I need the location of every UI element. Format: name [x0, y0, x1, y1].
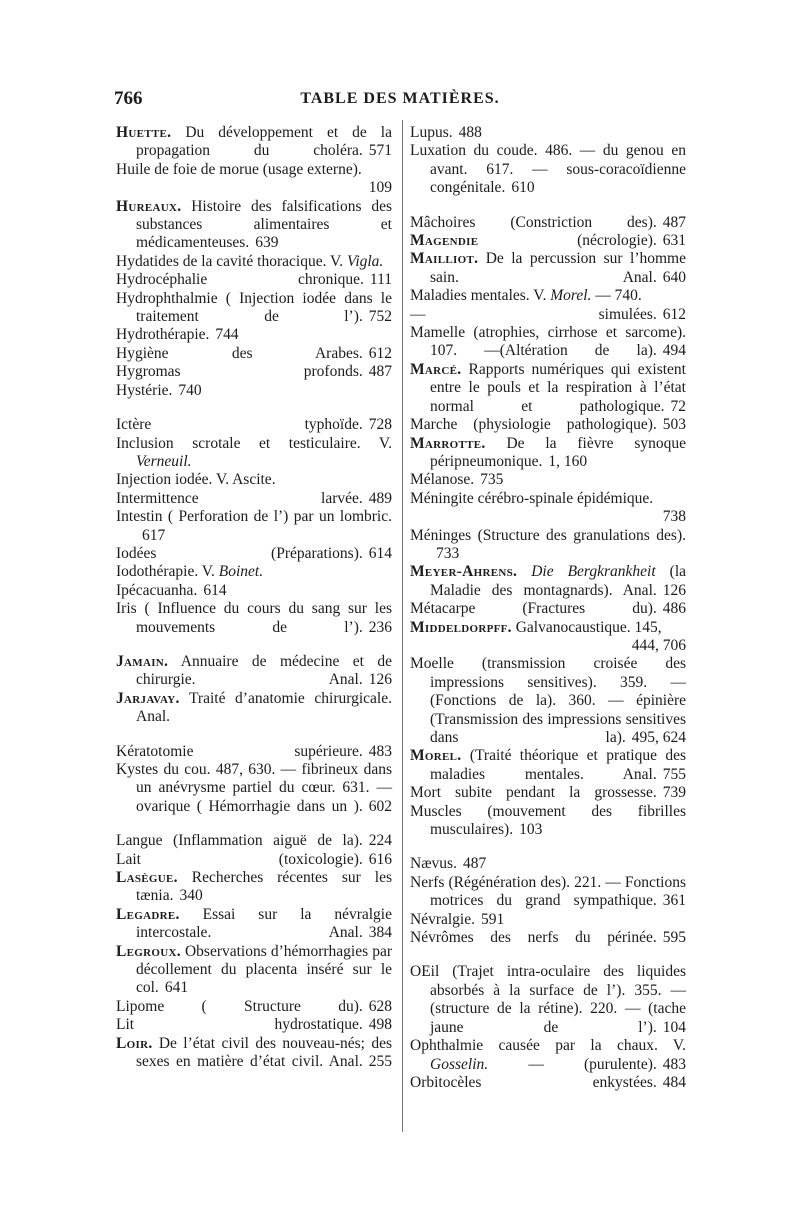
index-entry — [116, 998, 392, 1016]
entry-author: Marrotte. — [410, 434, 486, 452]
entry-page-number: 483 — [662, 1055, 686, 1073]
index-entry — [410, 1074, 686, 1092]
entry-page-number: 595 — [662, 929, 686, 947]
index-entry — [116, 851, 392, 869]
entry-author: Morel. — [410, 747, 462, 765]
entry-page-number: 735 — [480, 471, 504, 489]
entry-page-number: 739 — [662, 784, 686, 802]
entry-page-number: 610 — [511, 179, 535, 197]
entry-text: De l’état civil des nouveau-nés; des sexes en matière d’état civil. Anal. — [136, 1034, 392, 1071]
index-entry — [116, 435, 392, 472]
entry-page-number: 614 — [203, 581, 227, 599]
index-section — [410, 214, 686, 840]
index-entry — [410, 963, 686, 1037]
index-entry — [410, 287, 686, 305]
index-section — [116, 653, 392, 727]
entry-page-number: 602 — [368, 797, 392, 815]
index-entry — [116, 326, 392, 344]
entry-page-number: 487 — [368, 363, 392, 381]
index-entry — [410, 435, 686, 472]
index-entry — [116, 869, 392, 906]
entry-text: Luxation du coude. 486. — du genou en avant. 617. — sous-coracoïdienne congénitale. — [410, 142, 686, 197]
entry-text: Mamelle (atrophies, cirrhose et sarcome). 107. —(Altération de la). — [410, 324, 686, 360]
entry-page-number: 639 — [255, 234, 279, 252]
entry-page-number: 384 — [368, 924, 392, 942]
index-entry — [410, 306, 686, 324]
entry-author: Jarjavay. — [116, 689, 180, 707]
entry-page-number: 571 — [368, 142, 392, 160]
running-title: TABLE DES MATIÈRES. — [300, 90, 500, 107]
index-entry — [116, 743, 392, 761]
entry-page-number: 738 — [662, 508, 686, 526]
entry-page-number: 752 — [368, 308, 392, 326]
index-section — [116, 743, 392, 817]
entry-page-number: 503 — [662, 416, 686, 434]
entry-author: Hureaux. — [116, 197, 182, 215]
entry-text: Hystérie. — [116, 381, 173, 399]
entry-text: Kystes du cou. 487, 630. — fibrineux dans un anévrysme partiel du cœur. 631. — ovarique ( Hémorrhagie dans un ). — [116, 761, 392, 815]
entry-text: Névrômes des nerfs du périnée. — [410, 929, 657, 947]
index-section — [410, 124, 686, 198]
index-entry — [116, 271, 392, 289]
index-entry — [116, 161, 392, 198]
entry-text: Lipome ( Structure du). — [116, 997, 363, 1015]
entry-page-number: 728 — [368, 416, 392, 434]
index-entry — [116, 490, 392, 508]
entry-text: Lupus. — [410, 124, 453, 141]
index-entry — [116, 1016, 392, 1034]
entry-page-number: 614 — [368, 544, 392, 562]
entry-text: Méningite cérébro-spinale épidémique. — [410, 489, 654, 507]
entry-text: Marche (physiologie pathologique). — [410, 416, 657, 434]
page-header — [114, 88, 686, 118]
entry-text: Méninges (Structure des granulations des). — [410, 526, 686, 544]
entry-page-number: 484 — [662, 1073, 686, 1091]
index-entry — [116, 290, 392, 327]
index-entry — [410, 747, 686, 784]
entry-author: Marcé. — [410, 360, 462, 378]
entry-page-number: 444, 706 — [631, 636, 686, 654]
entry-page-number: 744 — [215, 326, 239, 344]
index-entry — [410, 471, 686, 489]
entry-text: Mort subite pendant la grossesse. — [410, 784, 657, 802]
entry-author: Magendie — [410, 232, 479, 250]
entry-text: (nécrologie). — [478, 232, 657, 250]
entry-page-number: 104 — [662, 1018, 686, 1036]
entry-author: Jamain. — [116, 652, 169, 670]
entry-text: Histoire des falsifications des substances alimentaires et médicamenteuses. — [136, 197, 392, 252]
entry-text: Orbitocèles enkystées. — [410, 1073, 657, 1091]
entry-page-number: 111 — [369, 271, 392, 289]
index-entry — [410, 803, 686, 840]
entry-text: OEil (Trajet intra-oculaire des liquides absorbés à la surface de l’). 355. — (structure de la rétine). 220. — (tache jaune de l’). — [410, 963, 686, 1036]
entry-page-number: 733 — [436, 544, 460, 562]
entry-page-number: 361 — [662, 892, 686, 910]
entry-text: Traité d’anatomie chirurgicale. Anal. — [136, 689, 392, 726]
index-entry — [116, 1035, 392, 1072]
entry-text: (la Maladie des montagnards). Anal. — [430, 563, 686, 599]
entry-page-number: 126 — [368, 671, 392, 689]
entry-page-number: 486 — [662, 600, 686, 618]
entry-page-number: 236 — [368, 618, 392, 636]
entry-page-number: 617 — [142, 526, 166, 544]
entry-page-number: 1, 160 — [548, 452, 588, 470]
entry-text: — (purulente). — [488, 1055, 657, 1073]
entry-text: — simulées. — [410, 305, 657, 323]
entry-text: — 740. — [591, 287, 642, 305]
entry-author: Middeldorpff. — [410, 618, 512, 636]
index-entry — [116, 363, 392, 381]
index-entry — [116, 761, 392, 816]
index-entry — [410, 911, 686, 929]
entry-page-number: 495, 624 — [631, 729, 686, 746]
entry-reference: Gosselin. — [430, 1055, 489, 1073]
entry-text: Ipécacuanha. — [116, 581, 198, 599]
entry-author: Legadre. — [116, 905, 180, 923]
entry-text: Hydatides de la cavité thoracique. V. — [116, 252, 347, 270]
entry-text: Hydrothérapie. — [116, 326, 210, 344]
entry-reference: Morel. — [550, 287, 592, 305]
index-entry — [410, 929, 686, 947]
index-entry — [410, 600, 686, 618]
entry-page-number: 755 — [662, 765, 686, 783]
entry-author: Loir. — [116, 1034, 153, 1052]
index-entry — [116, 508, 392, 545]
entry-text: Intestin ( Perforation de l’) par un lombric. — [116, 508, 392, 526]
entry-text — [517, 563, 531, 580]
index-section — [116, 832, 392, 1071]
entry-text: Mâchoires (Constriction des). — [410, 213, 657, 231]
entry-page-number: 224 — [368, 832, 392, 850]
entry-text: Annuaire de médecine et de chirurgie. Anal. — [136, 652, 392, 689]
entry-text: Observations d’hémorrhagies par décollement du placenta inséré sur le col. — [136, 942, 392, 997]
entry-page-number: 126 — [662, 581, 686, 599]
entry-text: Galvanocaustique. 145, — [511, 618, 662, 636]
entry-text: Lait (toxicologie). — [116, 850, 363, 868]
entry-text: Hydrocéphalie chronique. — [116, 271, 364, 289]
entry-text: Névralgie. — [410, 910, 475, 928]
entry-page-number: 498 — [368, 1016, 392, 1034]
index-entry — [116, 653, 392, 690]
entry-page-number: 109 — [368, 179, 392, 197]
entry-page-number: 489 — [368, 489, 392, 507]
entry-text: Huile de foie de morue (usage externe). — [116, 160, 362, 178]
entry-page-number: 488 — [458, 124, 482, 141]
entry-text: Du développement et de la propagation du choléra. — [136, 124, 392, 160]
entry-text: Hygiène des Arabes. — [116, 344, 363, 362]
entry-page-number: 631 — [662, 232, 686, 250]
entry-text: Hygromas profonds. — [116, 363, 363, 381]
index-section — [410, 855, 686, 947]
index-column-right — [410, 124, 686, 1108]
entry-page-number: 487 — [462, 855, 487, 873]
entry-author: Lasègue. — [116, 869, 178, 887]
index-entry — [410, 784, 686, 802]
entry-text: Langue (Inflammation aiguë de la). — [116, 832, 363, 850]
index-entry — [116, 382, 392, 400]
index-section — [410, 963, 686, 1092]
entry-page-number: 740 — [178, 381, 202, 399]
entry-text: (Traité théorique et pratique des maladies mentales. Anal. — [430, 747, 686, 783]
index-entry — [116, 416, 392, 434]
index-section — [116, 416, 392, 637]
entry-page-number: 103 — [519, 821, 543, 839]
index-entry — [410, 416, 686, 434]
entry-text: Injection iodée. V. Ascite. — [116, 471, 276, 489]
entry-text: Intermittence larvée. — [116, 489, 363, 507]
entry-text: Nerfs (Régénération des). 221. — Fonctions motrices du grand sympathique. — [410, 873, 686, 910]
index-entry — [410, 250, 686, 287]
index-entry — [410, 1037, 686, 1074]
entry-author: Huette. — [116, 124, 172, 141]
entry-author: Mailliot. — [410, 250, 479, 268]
index-entry — [116, 582, 392, 600]
entry-text: Nævus. — [410, 855, 457, 873]
entry-text: Iodées (Préparations). — [116, 544, 363, 562]
index-entry — [410, 855, 686, 873]
index-entry — [410, 490, 686, 527]
entry-page-number: 591 — [480, 910, 505, 928]
entry-reference: Boinet. — [218, 563, 264, 581]
column-divider — [402, 120, 403, 1132]
entry-reference: Vigla. — [347, 252, 384, 270]
index-entry — [410, 232, 686, 250]
index-entry — [116, 124, 392, 161]
index-entry — [116, 563, 392, 581]
index-entry — [116, 600, 392, 637]
entry-text: Recherches récentes sur les tænia. — [136, 869, 392, 905]
index-entry — [410, 361, 686, 416]
index-entry — [410, 214, 686, 232]
index-entry — [410, 619, 686, 656]
index-entry — [116, 471, 392, 489]
index-entry — [410, 124, 686, 142]
entry-text: Rapports numériques qui existent entre le pouls et la respiration à l’état normal et pathologique. — [430, 360, 686, 415]
index-entry — [116, 253, 392, 271]
entry-text: Muscles (mouvement des fibrilles musculaires). — [410, 802, 686, 839]
entry-page-number: 616 — [368, 850, 392, 868]
page-number: 766 — [114, 88, 143, 109]
entry-text: De la fièvre synoque péripneumonique. — [430, 434, 686, 470]
index-entry — [410, 142, 686, 197]
entry-page-number: 255 — [368, 1053, 392, 1071]
entry-reference: Verneuil. — [136, 452, 192, 470]
entry-text: Ictère typhoïde. — [116, 416, 363, 434]
index-entry — [116, 943, 392, 998]
entry-page-number: 483 — [368, 742, 392, 760]
index-entry — [116, 906, 392, 943]
entry-reference: Die Bergkrankheit — [531, 563, 656, 581]
entry-text: Kératotomie supérieure. — [116, 742, 363, 760]
entry-text: Lit hydrostatique. — [116, 1016, 363, 1034]
entry-text: De la percussion sur l’homme sain. Anal. — [430, 250, 686, 286]
index-entry — [116, 198, 392, 253]
index-entry — [410, 874, 686, 911]
entry-author: Meyer-Ahrens. — [410, 563, 518, 581]
index-entry — [410, 527, 686, 564]
entry-page-number: 641 — [164, 979, 189, 997]
index-entry — [116, 545, 392, 563]
entry-page-number: 628 — [368, 997, 392, 1015]
index-entry — [410, 324, 686, 361]
entry-text: Iris ( Influence du cours du sang sur les mouvements de l’). — [116, 600, 392, 636]
entry-page-number: 72 — [670, 397, 686, 415]
entry-page-number: 640 — [662, 268, 686, 286]
entry-text: Ophthalmie causée par la chaux. V. — [410, 1037, 686, 1055]
entry-page-number: 612 — [662, 305, 686, 323]
entry-page-number: 487 — [662, 213, 686, 231]
entry-page-number: 612 — [368, 344, 392, 362]
entry-text: Métacarpe (Fractures du). — [410, 600, 657, 618]
entry-text: Iodothérapie. V. — [116, 563, 219, 581]
entry-page-number: 340 — [179, 887, 203, 905]
entry-text: Essai sur la névralgie intercostale. Anal. — [136, 905, 392, 942]
entry-text: Hydrophthalmie ( Injection iodée dans le traitement de l’). — [116, 289, 392, 326]
entry-text: Maladies mentales. V. — [410, 287, 551, 305]
entry-page-number: 494 — [662, 342, 686, 360]
index-entry — [116, 345, 392, 363]
index-entry — [116, 832, 392, 850]
entry-text: Mélanose. — [410, 471, 475, 489]
entry-text: Inclusion scrotale et testiculaire. V. — [116, 434, 392, 452]
index-column-left — [116, 124, 392, 1088]
entry-text: Moelle (transmission croisée des impressions sensitives). 359. — (Fonctions de la). 360. — épinière (Transmission des impressions sensitives dans la). — [410, 655, 686, 746]
entry-author: Legroux. — [116, 942, 181, 960]
index-section — [116, 124, 392, 400]
index-entry — [410, 655, 686, 747]
index-entry — [116, 690, 392, 727]
index-entry — [410, 563, 686, 600]
